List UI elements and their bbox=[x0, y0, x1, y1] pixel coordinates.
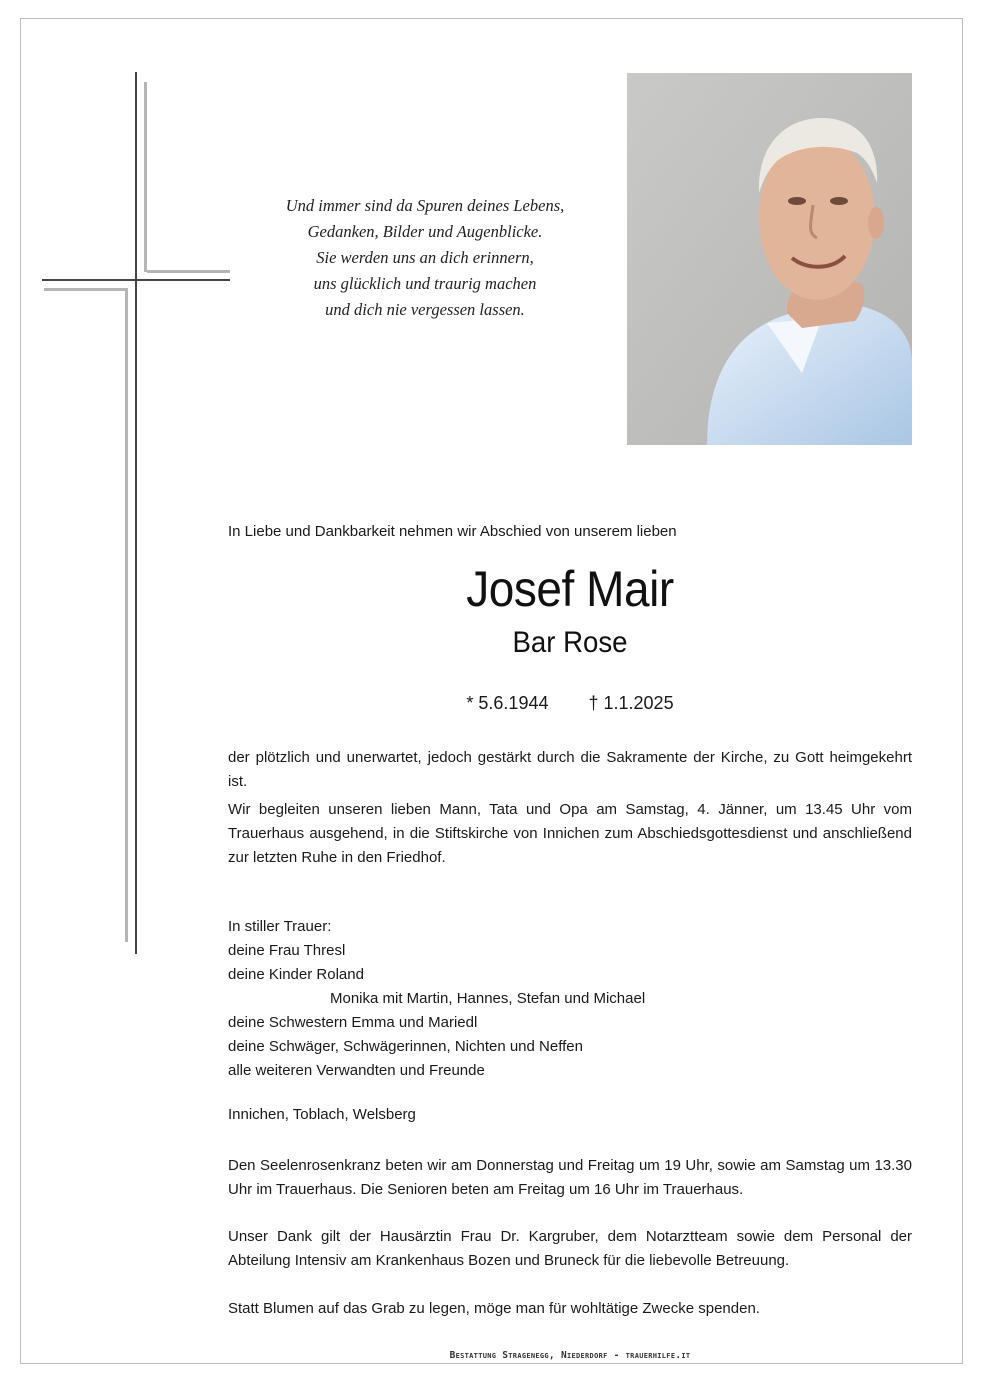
mourner-children bbox=[228, 963, 645, 987]
birth-date: * 5.6.1944 bbox=[466, 693, 549, 713]
mourner-wife: deine Frau Thresl bbox=[228, 942, 346, 959]
quote-line: und dich nie vergessen lassen. bbox=[325, 300, 525, 319]
mourners-heading: In stiller Trauer: bbox=[228, 918, 332, 935]
death-date: † 1.1.2025 bbox=[588, 693, 674, 713]
deceased-name: Josef Mair bbox=[466, 561, 674, 617]
cross-vertical-line bbox=[135, 72, 137, 954]
quote-line: Sie werden uns an dich erinnern, bbox=[316, 248, 534, 267]
cross-shadow-bar-right bbox=[147, 270, 230, 273]
quote-line: Gedanken, Bilder und Augenblicke. bbox=[307, 222, 543, 241]
funeral-paragraph: Wir begleiten unseren lieben Mann, Tata und Opa am Samstag, 4. Jänner, um 13.45 Uhr vom Trauerhaus ausgehend, in die Stiftskirche von Innichen zum Abschiedsgottesdienst und anschließend zur letzten Ruhe in den Friedhof. bbox=[228, 801, 912, 866]
quote-line: uns glücklich und traurig machen bbox=[313, 274, 537, 293]
children-first: Roland bbox=[316, 966, 364, 983]
rosary-paragraph: Den Seelenrosenkranz beten wir am Donnerstag und Freitag um 19 Uhr, sowie am Samstag um 13.30 Uhr im Trauerhaus. Die Senioren beten am Freitag um 16 Uhr im Trauerhaus. bbox=[228, 1157, 912, 1198]
cross-shadow-bar-left bbox=[44, 288, 128, 291]
mourner-sisters: deine Schwestern Emma und Mariedl bbox=[228, 1014, 478, 1031]
portrait-photo bbox=[627, 73, 912, 445]
places-line: Innichen, Toblach, Welsberg bbox=[228, 1106, 416, 1123]
portrait-illustration bbox=[627, 73, 912, 445]
intro-line: In Liebe und Dankbarkeit nehmen wir Abschied von unserem lieben bbox=[228, 523, 677, 540]
footer-credit: Bestattung Stragenegg, Niederdorf - trauerhilfe.it bbox=[449, 1350, 691, 1361]
deceased-nickname: Bar Rose bbox=[512, 626, 628, 659]
flowers-paragraph: Statt Blumen auf das Grab zu legen, möge man für wohltätige Zwecke spenden. bbox=[228, 1300, 760, 1317]
death-paragraph: der plötzlich und unerwartet, jedoch gestärkt durch die Sakramente der Kirche, zu Gott heimgekehrt ist. bbox=[228, 749, 912, 790]
thanks-paragraph: Unser Dank gilt der Hausärztin Frau Dr. Kargruber, dem Notarztteam sowie dem Personal der Abteilung Intensiv am Krankenhaus Bozen und Bruneck für die liebevolle Betreuung. bbox=[228, 1228, 912, 1269]
mourner-in-laws: deine Schwäger, Schwägerinnen, Nichten und Neffen bbox=[228, 1038, 583, 1055]
cross-shadow-line-lower bbox=[125, 290, 128, 942]
mourner-others: alle weiteren Verwandten und Freunde bbox=[228, 1062, 485, 1079]
mourners-list bbox=[228, 915, 645, 1083]
cross-horizontal-line bbox=[42, 279, 230, 281]
cross-shadow-line-upper bbox=[144, 82, 147, 272]
life-dates bbox=[228, 693, 912, 714]
memorial-quote bbox=[235, 193, 615, 323]
quote-line: Und immer sind da Spuren deines Lebens, bbox=[285, 196, 565, 215]
children-label: deine Kinder bbox=[228, 966, 313, 983]
mourner-children-second: Monika mit Martin, Hannes, Stefan und Michael bbox=[330, 990, 646, 1007]
